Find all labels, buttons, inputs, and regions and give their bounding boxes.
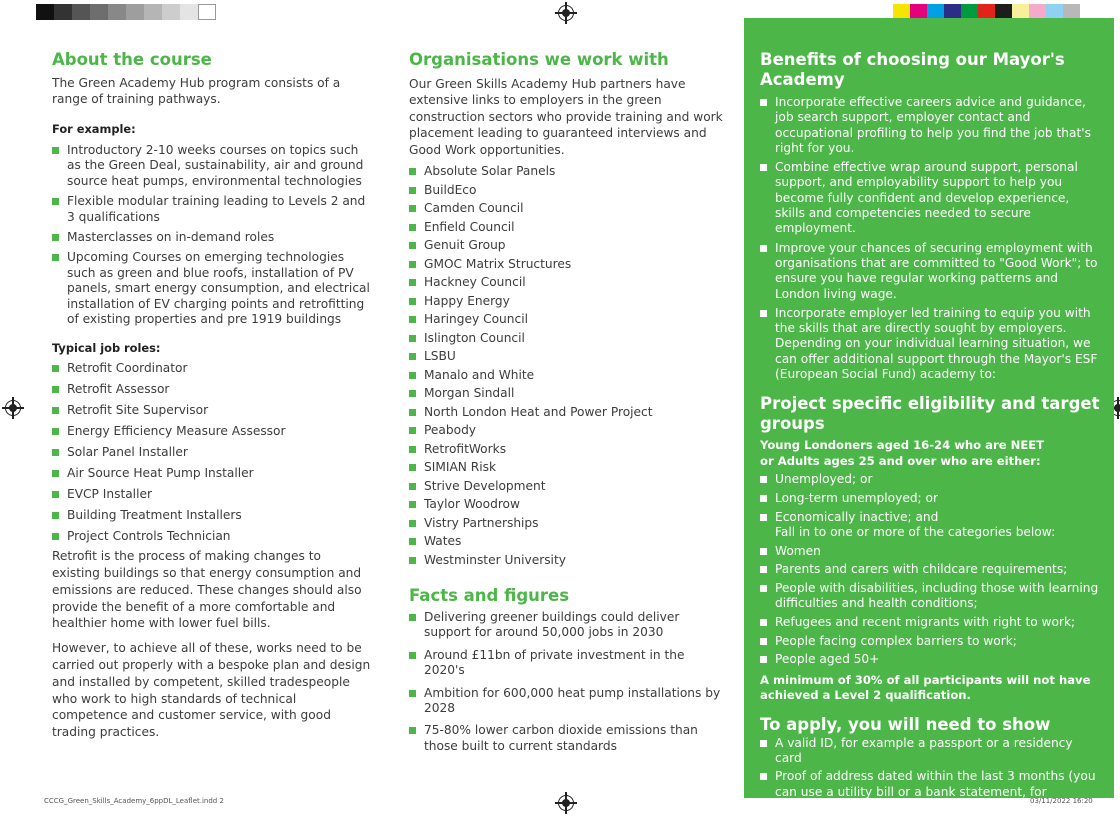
list-item: Masterclasses on in-demand roles [52,230,372,245]
list-item: Vistry Partnerships [409,516,727,531]
grey-swatch [90,4,108,20]
list-item: Hackney Council [409,275,727,290]
list-item: 75-80% lower carbon dioxide emissions than those built to current standards [409,723,727,754]
list-item: Flexible modular training leading to Levels 2 and 3 qualifications [52,194,372,225]
apply-title: To apply, you will need to show [760,714,1051,734]
list-item: GMOC Matrix Structures [409,257,727,272]
list-item: Incorporate effective careers advice and guidance, job search support, employer contact and occupational profiling to help you find the job that's right for you. [760,95,1100,156]
workmanship-paragraph: However, to achieve all of these, works need to be carried out properly with a bespoke plan and design and installed by competent, skilled tradespeople who work to high standards of technical competence and customer service, with good trading practices. [52,641,371,740]
list-item: Morgan Sindall [409,386,727,401]
benefits-list [760,95,1100,382]
registration-mark-top [558,5,574,21]
grey-calibration-bar [36,4,216,20]
orgs-list [409,164,727,568]
grey-swatch [36,4,54,20]
list-item: Absolute Solar Panels [409,164,727,179]
list-item: BuildEco [409,183,727,198]
list-item: Retrofit Coordinator [52,361,372,376]
list-item: Air Source Heat Pump Installer [52,466,372,481]
grey-swatch [162,4,180,20]
list-item: North London Heat and Power Project [409,405,727,420]
grey-swatch [54,4,72,20]
list-item: Introductory 2-10 weeks courses on topics such as the Green Deal, sustainability, air and ground source heat pumps, environmental technologies [52,143,372,189]
list-item: Islington Council [409,331,727,346]
grey-swatch [72,4,90,20]
list-item: Solar Panel Installer [52,445,372,460]
list-item: Happy Energy [409,294,727,309]
list-item: Proof of JSA, IS, UC or ESA or proof of salary [760,818,1100,833]
list-item: Improve your chances of securing employment with organisations that are committed to "Good Work"; to ensure you have regular working patterns and London living wage. [760,241,1100,302]
list-item: Westminster University [409,553,727,568]
list-item: Enfield Council [409,220,727,235]
list-item: Unemployed; or [760,472,1100,487]
list-item: Strive Development [409,479,727,494]
list-item: Wates [409,534,727,549]
example-heading: For example: [52,122,136,136]
list-item: RetrofitWorks [409,442,727,457]
list-item-text: Economically inactive; and [775,509,939,524]
list-item: EVCP Installer [52,487,372,502]
about-column [52,50,372,741]
list-item: LSBU [409,349,727,364]
list-item: People aged 50+ [760,652,1100,667]
list-item: Long-term unemployed; or [760,491,1100,506]
footer-filename: CCCG_Green_Skills_Academy_6ppDL_Leaflet.indd 2 [44,797,224,805]
eligibility-list [760,472,1100,667]
orgs-title: Organisations we work with [409,50,669,69]
registration-mark-left [5,400,21,416]
facts-list [409,610,727,754]
grey-swatch [198,4,216,20]
roles-heading: Typical job roles: [52,341,161,356]
list-item [760,510,1100,541]
list-item: Building Treatment Installers [52,508,372,523]
list-item: Proof of address dated within the last 3 months (you can use a utility bill or a bank statement, for example) [760,769,1100,815]
eligibility-lead-young: Young Londoners aged 16-24 who are NEET [760,438,1045,453]
retrofit-paragraph: Retrofit is the process of making changes to existing buildings so that energy consumption and emissions are reduced. These changes should also provide the benefit of a more comfortable and healthier home with lower fuel bills. [52,549,362,631]
footer-datetime: 03/11/2022 16:20 [1030,797,1093,805]
list-item: Delivering greener buildings could deliver support for around 50,000 jobs in 2030 [409,610,727,641]
grey-swatch [108,4,126,20]
example-list [52,143,372,327]
list-item: Energy Efficiency Measure Assessor [52,424,372,439]
list-item: Retrofit Assessor [52,382,372,397]
list-item: Project Controls Technician [52,529,372,544]
orgs-intro: Our Green Skills Academy Hub partners have extensive links to employers in the green construction sectors who provide training and work placement leading to guaranteed interviews and Good Work opportunities. [409,77,723,157]
list-item: Refugees and recent migrants with right to work; [760,615,1100,630]
list-item: Genuit Group [409,238,727,253]
list-item: Manalo and White [409,368,727,383]
list-item: Haringey Council [409,312,727,327]
grey-swatch [180,4,198,20]
list-item: Ambition for 600,000 heat pump installations by 2028 [409,686,727,717]
list-item: Women [760,544,1100,559]
list-item: Parents and carers with childcare requirements; [760,562,1100,577]
minimum-statement: A minimum of 30% of all participants will not have achieved a Level 2 qualification. [760,672,1091,703]
list-item: People with disabilities, including those with learning difficulties and health conditions; [760,581,1100,612]
list-item: Around £11bn of private investment in the 2020's [409,648,727,679]
list-item: Camden Council [409,201,727,216]
apply-list [760,736,1100,834]
list-item: A valid ID, for example a passport or a residency card [760,736,1100,767]
list-item: Peabody [409,423,727,438]
list-item: Taylor Woodrow [409,497,727,512]
list-item: Retrofit Site Supervisor [52,403,372,418]
eligibility-lead-adults: or Adults ages 25 and over who are either: [760,453,1041,468]
grey-swatch [126,4,144,20]
list-item: Upcoming Courses on emerging technologies such as green and blue roofs, installation of PV panels, smart energy consumption, and electrical installation of EV charging points and retrofitting of existing properties and pre 1919 buildings [52,250,372,327]
about-title: About the course [52,50,212,69]
benefits-title: Benefits of choosing our Mayor's Academy [760,50,1065,89]
benefits-section [760,50,1100,834]
list-item: People facing complex barriers to work; [760,634,1100,649]
about-intro: The Green Academy Hub program consists of a range of training pathways. [52,76,341,106]
registration-mark-bottom [558,795,574,811]
eligibility-title: Project specific eligibility and target groups [760,394,1100,434]
facts-title: Facts and figures [409,585,570,605]
roles-list [52,361,372,544]
grey-swatch [144,4,162,20]
list-item: SIMIAN Risk [409,460,727,475]
organisations-column [409,50,727,754]
list-item: Combine effective wrap around support, personal support, and employability support to help you become fully confident and develop experience, skills and competencies needed to secure employment. [760,160,1100,236]
list-item: Incorporate employer led training to equip you with the skills that are directly sought by employers. Depending on your individual learning situation, we can offer additional support through the Mayor's ESF (European Social Fund) academy to: [760,306,1100,382]
fall-in-text: Fall in to one or more of the categories below: [775,525,1056,540]
